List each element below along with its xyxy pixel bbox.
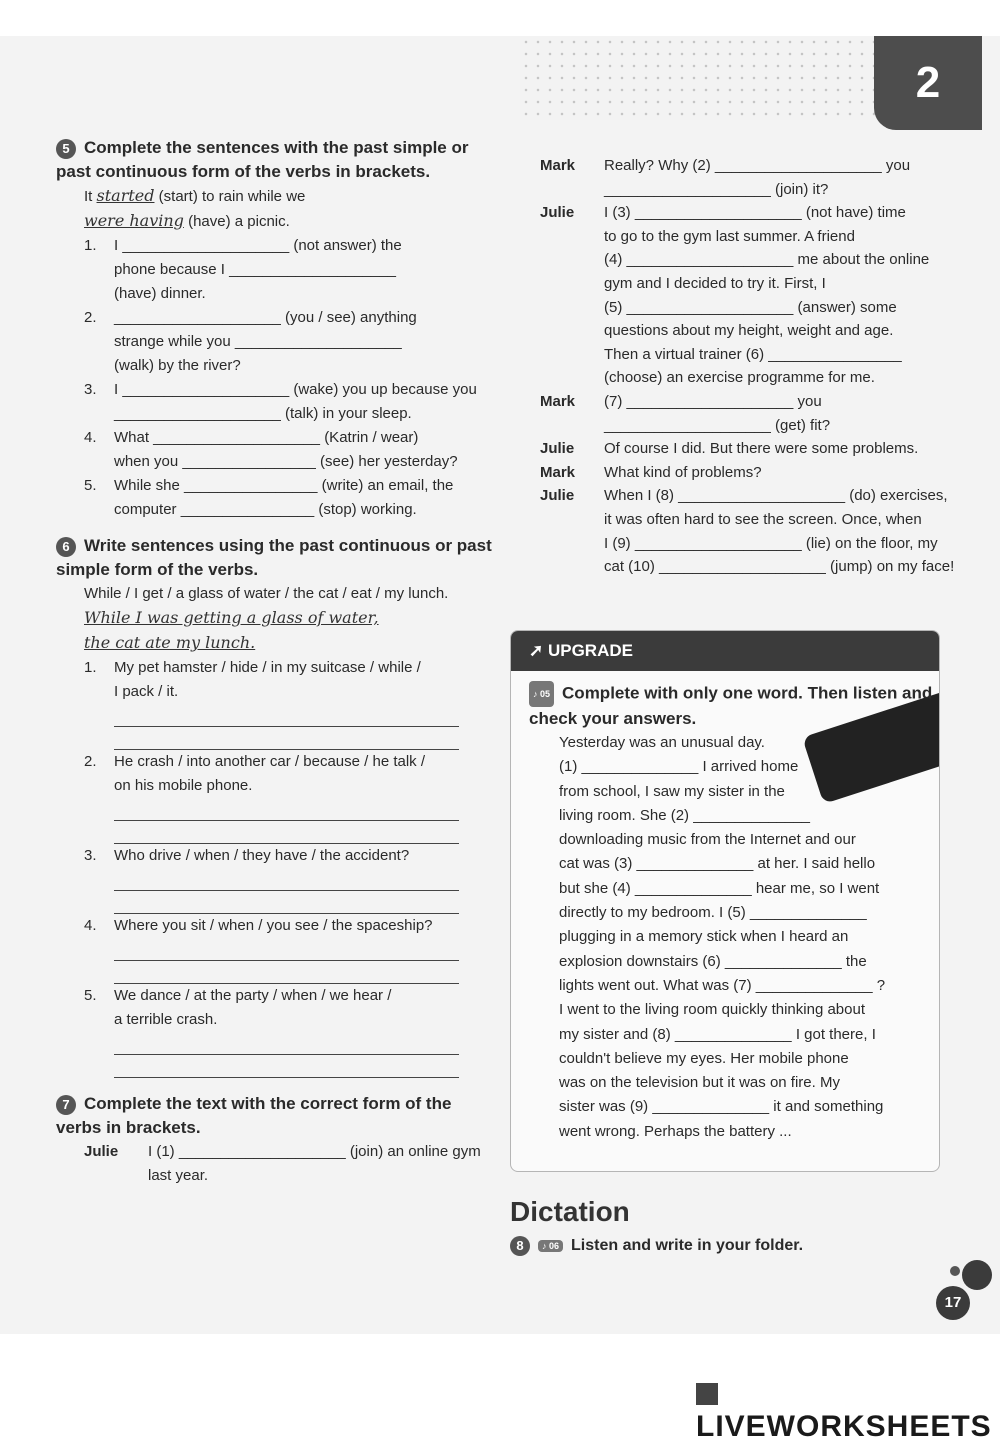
dialogue-line: When I (8) ____________________ (do) exercises, (604, 487, 948, 505)
item-text (114, 306, 417, 378)
upgrade-box (510, 630, 940, 1172)
upgrade-line: was on the television but it was on fire. My (559, 1074, 840, 1092)
item-text (114, 426, 458, 474)
ex5-item (84, 234, 496, 306)
speaker-name: Mark (540, 463, 576, 481)
item-text (114, 656, 421, 704)
ex6-item (84, 844, 496, 868)
ex7-first-line (84, 1140, 496, 1188)
speaker-name: Julie (540, 204, 575, 222)
answer-line[interactable] (114, 868, 459, 891)
ex5-item (84, 306, 496, 378)
answer-line[interactable] (114, 891, 459, 914)
page-number: 17 (936, 1286, 970, 1320)
dialogue-line: What kind of problems? (604, 463, 762, 481)
item-line: a terrible crash. (114, 1011, 218, 1028)
item-text (114, 844, 409, 868)
ex6-answer-line-1: While I was getting a glass of water, (84, 608, 379, 627)
item-number: 4. (84, 429, 97, 446)
ex5-title: Complete the sentences with the past simple or past continuous form of the verbs in brackets. (56, 138, 469, 181)
answer-line[interactable] (114, 1032, 459, 1055)
upgrade-line: lights went out. What was (7) ______________ ? (559, 976, 886, 994)
upgrade-line: but she (4) ______________ hear me, so I went (559, 879, 880, 897)
item-line: He crash / into another car / because / he talk / (114, 753, 426, 770)
audio-track: 05 (540, 689, 551, 699)
item-line: We dance / at the party / when / we hear / (114, 987, 392, 1004)
ex7-heading (56, 1092, 496, 1140)
upgrade-line: downloading music from the Internet and our (559, 831, 856, 849)
dialogue-turn (540, 154, 960, 201)
dictation-instruction (510, 1236, 803, 1256)
item-line: ____________________ (you / see) anything (114, 309, 417, 326)
ex6-number: 6 (56, 537, 76, 557)
item-line: I ____________________ (not answer) the (114, 237, 402, 254)
ex5-item (84, 378, 496, 426)
ex7-title: Complete the text with the correct form of the verbs in brackets. (56, 1094, 452, 1137)
answer-line[interactable] (114, 821, 459, 844)
dialogue-line: it was often hard to see the screen. Once, when (604, 510, 922, 528)
dialogue-lines (604, 154, 910, 201)
speaker-name: Mark (540, 157, 576, 174)
dialogue-line: gym and I decided to try it. First, I (604, 274, 826, 292)
upgrade-text (559, 731, 939, 1144)
upgrade-line: from school, I saw my sister in the (559, 782, 785, 800)
upgrade-line: directly to my bedroom. I (5) ______________ (559, 904, 867, 922)
dictation-title: Dictation (510, 1196, 630, 1227)
dialogue-turn (540, 201, 960, 390)
ex5-example-a: It (84, 188, 93, 205)
ex5-example-e: (have) a picnic. (188, 213, 290, 230)
dialogue-turn (540, 390, 960, 437)
item-line: Who drive / when / they have / the accident? (114, 847, 410, 864)
watermark-logo (696, 1376, 1000, 1444)
audio-track: 06 (549, 1241, 560, 1251)
item-line: (walk) by the river? (114, 357, 241, 374)
upgrade-line: went wrong. Perhaps the battery ... (559, 1122, 792, 1140)
dialogue-line: questions about my height, weight and age. (604, 322, 894, 340)
item-line: While she ________________ (write) an email, the (114, 477, 454, 494)
item-line: on his mobile phone. (114, 777, 253, 794)
decorative-dot (962, 1260, 992, 1290)
item-number: 3. (84, 381, 97, 398)
ex6-items (84, 656, 496, 1078)
upgrade-instruction (529, 681, 939, 731)
dialogue-line: ____________________ (join) it? (604, 180, 829, 198)
dialogue-lines (604, 201, 929, 390)
upgrade-line: my sister and (8) ______________ I got there, I (559, 1025, 876, 1043)
item-number: 2. (84, 753, 97, 770)
item-line: (have) dinner. (114, 285, 206, 302)
item-line: strange while you ____________________ (114, 333, 402, 350)
dialogue-line: ____________________ (get) fit? (604, 416, 831, 434)
item-text (114, 474, 453, 522)
ex6-answer-line-2: the cat ate my lunch. (84, 633, 256, 652)
item-line: Where you sit / when / you see / the spaceship? (114, 917, 433, 934)
answer-line[interactable] (114, 704, 459, 727)
ex7-dialogue (540, 154, 960, 579)
ex6-prompt: While / I get / a glass of water / the cat / eat / my lunch. (84, 585, 449, 602)
watermark-text: LIVEWORKSHEETS (696, 1410, 992, 1443)
item-line: ____________________ (talk) in your sleep. (114, 405, 412, 422)
dialogue-line: Then a virtual trainer (6) ________________ (604, 345, 902, 363)
ex6-item (84, 750, 496, 798)
item-line: I pack / it. (114, 683, 179, 700)
dialogue-lines (604, 437, 918, 461)
audio-icon[interactable]: ♪ 06 (538, 1240, 563, 1252)
dialogue-lines (604, 390, 830, 437)
upgrade-line: living room. She (2) ______________ (559, 806, 811, 824)
answer-line[interactable] (114, 798, 459, 821)
decorative-dot (950, 1266, 960, 1276)
dictation-instruction-text: Listen and write in your folder. (571, 1237, 804, 1255)
upgrade-line: Yesterday was an unusual day. (559, 734, 765, 751)
item-line: What ____________________ (Katrin / wear) (114, 429, 419, 446)
upgrade-line: explosion downstairs (6) ______________ the (559, 952, 867, 970)
item-number: 5. (84, 477, 97, 494)
ex5-example-answer-2: were having (84, 211, 184, 230)
dialogue-turn (540, 484, 960, 578)
answer-line[interactable] (114, 727, 459, 750)
dialogue-line: (4) ____________________ me about the online (604, 251, 930, 269)
dialogue-line: Really? Why (2) ____________________ you (604, 157, 911, 174)
left-column (56, 136, 496, 1188)
dialogue-turn (540, 461, 960, 485)
audio-icon[interactable]: ♪ 05 (529, 681, 554, 707)
ex7-number: 7 (56, 1095, 76, 1115)
answer-line[interactable] (114, 1055, 459, 1078)
upgrade-line: plugging in a memory stick when I heard an (559, 928, 849, 946)
dialogue-line: to go to the gym last summer. A friend (604, 227, 855, 245)
ex5-item (84, 474, 496, 522)
ex5-example-c: (start) to rain while we (158, 188, 306, 205)
item-text (114, 750, 425, 798)
answer-line[interactable] (114, 938, 459, 961)
item-line: My pet hamster / hide / in my suitcase / while / (114, 659, 421, 676)
speaker-name: Julie (540, 440, 575, 458)
item-line: I ____________________ (wake) you up because you (114, 381, 477, 398)
ex6-title: Write sentences using the past continuous or past simple form of the verbs. (56, 536, 492, 579)
ex5-items (84, 234, 496, 522)
upgrade-content (511, 671, 939, 1144)
dialogue-line: last year. (148, 1167, 209, 1184)
dialogue-line: I (9) ____________________ (lie) on the floor, my (604, 534, 938, 552)
dialogue-line: I (1) ____________________ (join) an online gym (148, 1143, 481, 1160)
item-text (114, 378, 477, 426)
speaker-name: Julie (84, 1143, 119, 1160)
upgrade-line: sister was (9) ______________ it and something (559, 1098, 884, 1116)
ex5-item (84, 426, 496, 474)
speaker-name: Mark (540, 392, 576, 410)
upgrade-heading-text: UPGRADE (547, 641, 633, 660)
item-text (114, 234, 402, 306)
dictation-number: 8 (510, 1236, 530, 1256)
dialogue-line: Of course I did. But there were some problems. (604, 440, 919, 458)
item-number: 5. (84, 987, 97, 1004)
dialogue-line: (7) ____________________ you (604, 392, 822, 410)
item-number: 1. (84, 659, 97, 676)
dialogue-lines (604, 484, 954, 578)
unit-tab: 2 (874, 36, 982, 130)
workbook-page (0, 36, 1000, 1334)
item-number: 4. (84, 917, 97, 934)
ex6-item (84, 656, 496, 704)
ex5-heading (56, 136, 496, 184)
upgrade-line: (1) ______________ I arrived home (559, 758, 799, 776)
item-number: 3. (84, 847, 97, 864)
item-text (114, 914, 433, 938)
upgrade-line: cat was (3) ______________ at her. I said hello (559, 855, 876, 873)
ex6-item (84, 914, 496, 938)
ex6-heading (56, 534, 496, 582)
decorative-dots (520, 36, 880, 116)
ex5-number: 5 (56, 139, 76, 159)
dialogue-line: (choose) an exercise programme for me. (604, 369, 875, 387)
upgrade-heading: ➚ UPGRADE (511, 631, 939, 671)
item-line: computer ________________ (stop) working. (114, 501, 417, 518)
dialogue-line: I (3) ____________________ (not have) time (604, 204, 906, 222)
item-line: phone because I ____________________ (114, 261, 396, 278)
ex6-answer (84, 606, 496, 656)
item-line: when you ________________ (see) her yesterday? (114, 453, 458, 470)
upgrade-instruction-text: Complete with only one word. Then listen and check your answers. (529, 683, 933, 728)
liveworksheets-icon (696, 1383, 718, 1405)
item-number: 1. (84, 237, 97, 254)
speaker-name: Julie (540, 487, 575, 505)
answer-line[interactable] (114, 961, 459, 984)
dialogue-line: (5) ____________________ (answer) some (604, 298, 897, 316)
item-number: 2. (84, 309, 97, 326)
dialogue-turn (540, 437, 960, 461)
upgrade-line: I went to the living room quickly thinking about (559, 1001, 865, 1019)
ex5-example (84, 184, 496, 234)
ex6-item (84, 984, 496, 1032)
dialogue-lines (604, 461, 762, 485)
upgrade-line: couldn't believe my eyes. Her mobile phone (559, 1049, 849, 1067)
ex5-example-answer-1: started (96, 186, 155, 205)
dialogue-line: cat (10) ____________________ (jump) on my face! (604, 558, 955, 576)
item-text (114, 984, 391, 1032)
